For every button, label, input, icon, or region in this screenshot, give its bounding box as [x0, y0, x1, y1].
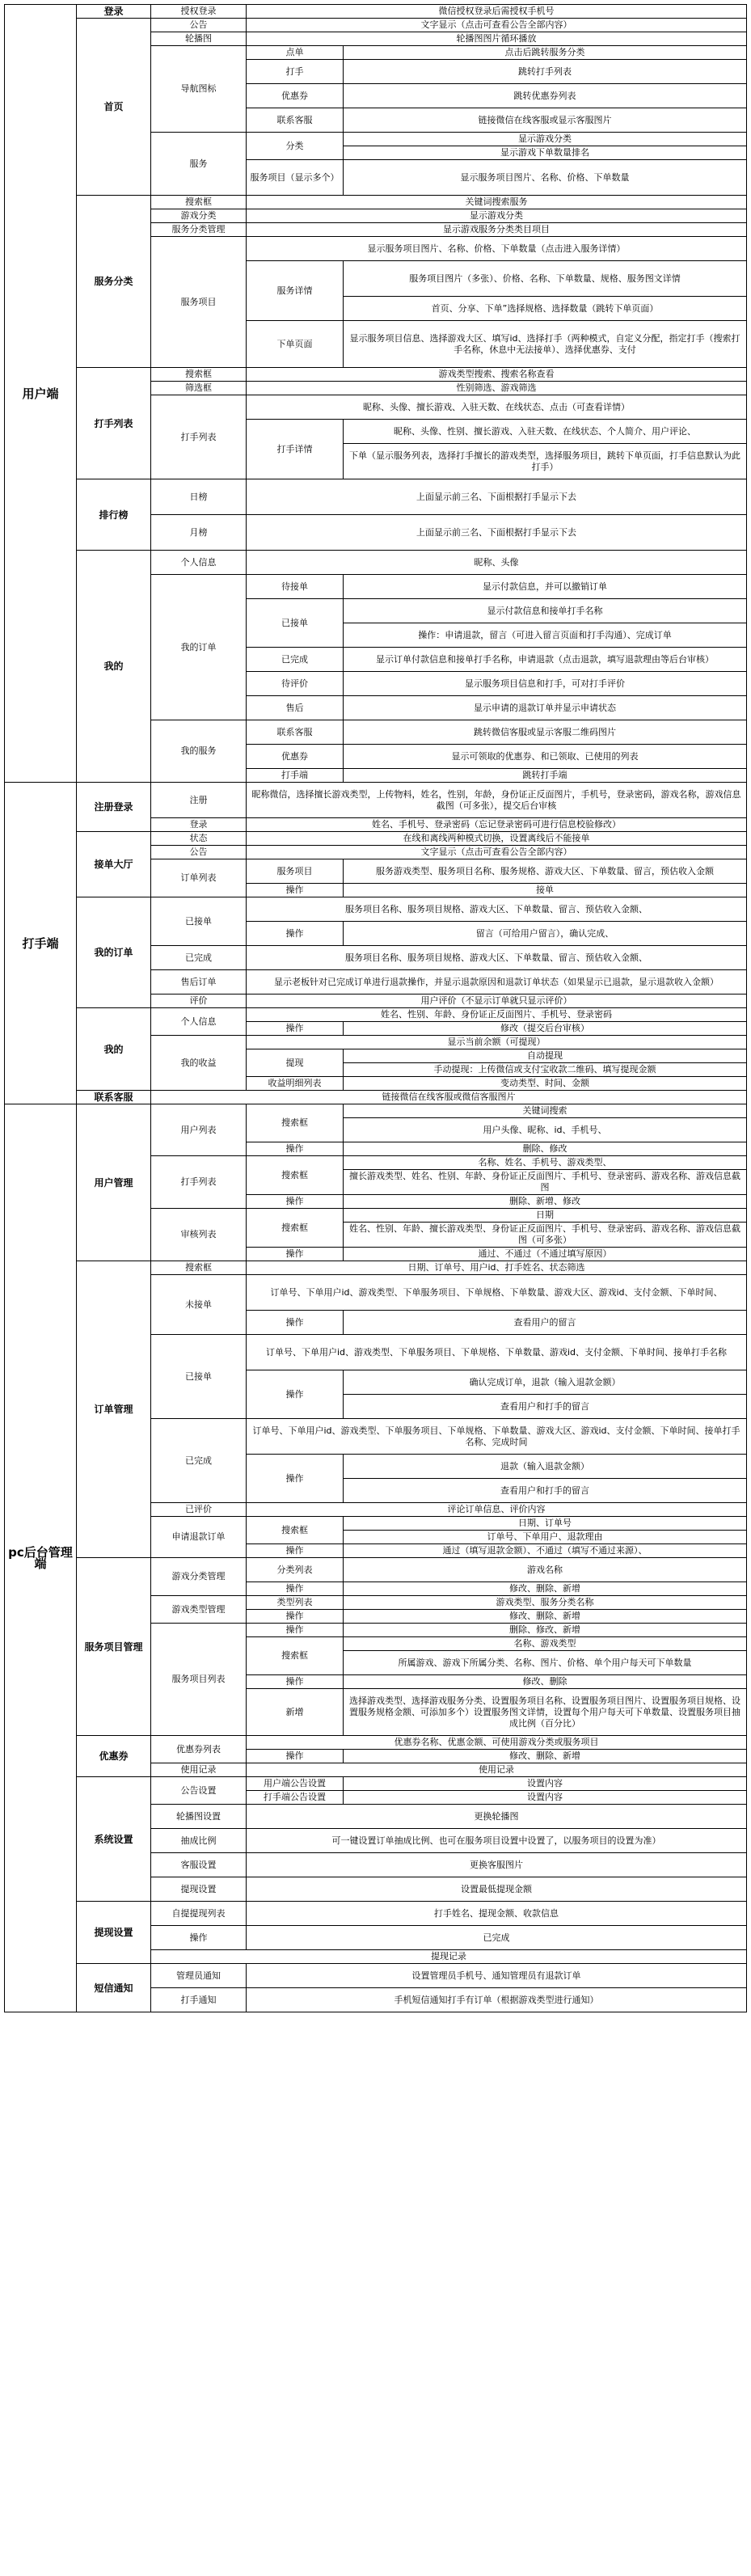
spec-cell: 注册: [151, 783, 247, 818]
spec-cell: 查看用户和打手的留言: [344, 1479, 747, 1503]
spec-row: [5, 1558, 747, 1582]
spec-cell: 打手列表: [151, 1156, 247, 1209]
spec-cell: 名称、姓名、手机号、游戏类型、: [344, 1156, 747, 1170]
spec-cell: 订单号、下单用户、退款理由: [344, 1531, 747, 1544]
spec-cell: 搜索框: [247, 1637, 344, 1675]
spec-cell: 退款（输入退款金额）: [344, 1455, 747, 1479]
spec-row: [5, 368, 747, 382]
spec-cell: 搜索框: [247, 1517, 344, 1544]
spec-cell: 搜索框: [247, 1156, 344, 1195]
spec-cell: 游戏名称: [344, 1558, 747, 1582]
spec-cell: 显示服务项目信息和打手，可对打手评价: [344, 672, 747, 696]
spec-cell: 跳转微信客服或显示客服二维码图片: [344, 720, 747, 745]
spec-cell: 自动提现: [344, 1049, 747, 1063]
spec-cell: 显示游戏下单数量排名: [344, 146, 747, 160]
spec-cell: 游戏类型、服务分类名称: [344, 1596, 747, 1610]
spec-cell: 优惠券: [247, 745, 344, 769]
spec-cell: 未接单: [151, 1275, 247, 1335]
spec-cell: 显示游戏分类: [344, 133, 747, 146]
spec-cell: 筛选框: [151, 382, 247, 395]
spec-cell: 提现设置: [151, 1877, 247, 1902]
spec-cell: 评价: [151, 995, 247, 1008]
spec-row: [5, 1777, 747, 1791]
spec-cell: 打手通知: [151, 1988, 247, 2012]
spec-cell: 提现: [247, 1049, 344, 1077]
spec-cell: 搜索框: [247, 1104, 344, 1142]
spec-cell: 服务分类管理: [151, 223, 247, 237]
spec-cell: 分类列表: [247, 1558, 344, 1582]
spec-cell: 显示游戏服务分类类目项目: [247, 223, 747, 237]
spec-cell: 显示游戏分类: [247, 209, 747, 223]
spec-cell: 新增: [247, 1689, 344, 1736]
spec-cell: 设置内容: [344, 1777, 747, 1791]
spec-cell: 日期: [344, 1209, 747, 1223]
spec-cell: 操作: [151, 1926, 247, 1950]
spec-cell: 用户列表: [151, 1104, 247, 1156]
group-title: 排行榜: [77, 479, 151, 551]
spec-cell: 用户端公告设置: [247, 1777, 344, 1791]
group-title: 登录: [77, 5, 151, 19]
spec-cell: 订单号、下单用户id、游戏类型、下单服务项目、下单规格、下单数量、游戏大区、游戏id、支付金额、下单时间、接单打手名称、完成时间: [247, 1419, 747, 1455]
spec-cell: 轮播图图片循环播放: [247, 32, 747, 46]
spec-row: [5, 19, 747, 32]
spec-cell: 操作: [247, 1582, 344, 1596]
section-title: pc后台管理端: [5, 1104, 77, 2012]
spec-cell: 修改、删除、新增: [344, 1582, 747, 1596]
spec-cell: 查看用户的留言: [344, 1311, 747, 1335]
spec-cell: 导航图标: [151, 46, 247, 133]
spec-cell: 操作: [247, 1142, 344, 1156]
spec-row: [5, 1902, 747, 1926]
group-title: 我的: [77, 551, 151, 783]
spec-cell: 显示可领取的优惠券、和已领取、已使用的列表: [344, 745, 747, 769]
spec-cell: 昵称微信，选择擅长游戏类型，上传物料，姓名，性别，年龄，身份证正反面图片，手机号，登录密码，游戏名称，游戏信息截图（可多张），提交后台审核: [247, 783, 747, 818]
spec-cell: 操作: [247, 1248, 344, 1261]
spec-cell: 轮播图: [151, 32, 247, 46]
spec-cell: 优惠券名称、优惠金额、可使用游戏分类或服务项目: [247, 1736, 747, 1750]
group-title: 我的订单: [77, 897, 151, 1008]
spec-cell: 服务项目图片（多张）、价格、名称、下单数量、规格、服务图文详情: [344, 261, 747, 297]
spec-row: [5, 1261, 747, 1275]
spec-cell: 显示当前余额（可提现）: [247, 1036, 747, 1049]
spec-row: [5, 1736, 747, 1750]
section-title: 用户端: [5, 5, 77, 783]
spec-cell: 关键词搜索: [344, 1104, 747, 1118]
spec-cell: 确认完成订单，退款（输入退款金额）: [344, 1370, 747, 1395]
feature-spec-table: [4, 4, 747, 2012]
group-title: 短信通知: [77, 1964, 151, 2012]
spec-cell: 联系客服: [247, 720, 344, 745]
spec-row: [5, 1104, 747, 1118]
spec-cell: 点击后跳转服务分类: [344, 46, 747, 60]
spec-cell: 设置最低提现金额: [247, 1877, 747, 1902]
spec-cell: 操作: [247, 1675, 344, 1689]
section-title: 打手端: [5, 783, 77, 1104]
spec-cell: 已完成: [247, 648, 344, 672]
spec-cell: 通过、不通过（不通过填写原因）: [344, 1248, 747, 1261]
spec-cell: 售后订单: [151, 970, 247, 995]
spec-cell: 修改（提交后台审核）: [344, 1022, 747, 1036]
spec-cell: 显示付款信息，并可以撤销订单: [344, 575, 747, 599]
spec-cell: 打手详情: [247, 420, 344, 479]
spec-cell: 服务项目名称、服务项目规格、游戏大区、下单数量、留言、预估收入金额、: [247, 946, 747, 970]
spec-cell: 昵称、头像: [247, 551, 747, 575]
spec-cell: 客服设置: [151, 1853, 247, 1877]
spec-row: [5, 1091, 747, 1104]
spec-cell: 公告设置: [151, 1777, 247, 1805]
spec-cell: 删除、修改: [344, 1142, 747, 1156]
spec-cell: 操作: [247, 1610, 344, 1624]
spec-cell: 订单号、下单用户id、游戏类型、下单服务项目、下单规格、下单数量、游戏大区、游戏id、支付金额、下单时间、: [247, 1275, 747, 1311]
spec-cell: 游戏分类管理: [151, 1558, 247, 1596]
group-title: 优惠券: [77, 1736, 151, 1777]
spec-row: [5, 783, 747, 818]
spec-cell: 月榜: [151, 515, 247, 551]
spec-cell: 我的服务: [151, 720, 247, 783]
spec-cell: 手机短信通知打手有订单（根据游戏类型进行通知）: [247, 1988, 747, 2012]
spec-cell: 链接微信在线客服或微信客服图片: [151, 1091, 747, 1104]
group-title: 系统设置: [77, 1777, 151, 1902]
spec-cell: 搜索框: [151, 196, 247, 209]
spec-cell: 服务项目（显示多个）: [247, 160, 344, 196]
spec-cell: 授权登录: [151, 5, 247, 19]
spec-cell: 操作: [247, 1455, 344, 1503]
spec-cell: 修改、删除、新增: [344, 1750, 747, 1763]
spec-cell: 我的收益: [151, 1036, 247, 1091]
spec-cell: 留言（可给用户留言），确认完成、: [344, 922, 747, 946]
spec-cell: 显示服务项目信息、选择游戏大区、填写id、选择打手（两种模式，自定义分配，指定打手（搜索打手名称，休息中无法接单）、选择优惠券、支付: [344, 321, 747, 368]
spec-cell: 显示老板针对已完成订单进行退款操作，并显示退款原因和退款订单状态（如果显示已退款，显示退款收入金额）: [247, 970, 747, 995]
spec-cell: 已完成: [151, 1419, 247, 1503]
spec-row: [5, 897, 747, 922]
spec-cell: 已接单: [247, 599, 344, 648]
spec-cell: 优惠券: [247, 84, 344, 108]
group-title: 接单大厅: [77, 832, 151, 897]
spec-cell: 操作: [247, 922, 344, 946]
spec-cell: 所属游戏、游戏下所属分类、名称、图片、价格、单个用户每天可下单数量: [344, 1651, 747, 1675]
spec-cell: 点单: [247, 46, 344, 60]
spec-cell: 擅长游戏类型、姓名、性别、年龄、身份证正反面图片、手机号、登录密码、游戏名称、游戏信息截图: [344, 1170, 747, 1195]
spec-cell: 日期、订单号: [344, 1517, 747, 1531]
spec-cell: 修改、删除: [344, 1675, 747, 1689]
spec-cell: 变动类型、时间、金额: [344, 1077, 747, 1091]
spec-cell: 更换客服图片: [247, 1853, 747, 1877]
spec-cell: 操作: [247, 1370, 344, 1419]
spec-cell: 个人信息: [151, 551, 247, 575]
spec-cell: 售后: [247, 696, 344, 720]
spec-cell: 显示付款信息和接单打手名称: [344, 599, 747, 623]
spec-cell: 昵称、头像、擅长游戏、入驻天数、在线状态、点击（可查看详情）: [247, 395, 747, 420]
spec-cell: 通过（填写退款金额）、不通过（填写不通过来源）、: [344, 1544, 747, 1558]
spec-cell: 删除、修改、新增: [344, 1624, 747, 1637]
spec-cell: 名称、游戏类型: [344, 1637, 747, 1651]
spec-cell: 可一键设置订单抽成比例、也可在服务项目设置中设置了，以服务项目的设置为准）: [247, 1829, 747, 1853]
spec-cell: 我的订单: [151, 575, 247, 720]
spec-cell: 删除、新增、修改: [344, 1195, 747, 1209]
spec-cell: 待接单: [247, 575, 344, 599]
spec-row: [5, 196, 747, 209]
spec-cell: 分类: [247, 133, 344, 160]
spec-cell: 联系客服: [247, 108, 344, 133]
spec-cell: 服务游戏类型、服务项目名称、服务规格、游戏大区、下单数量、留言，预估收入金额: [344, 859, 747, 884]
spec-cell: 日榜: [151, 479, 247, 515]
group-title: 我的: [77, 1008, 151, 1091]
spec-cell: 打手: [247, 60, 344, 84]
spec-cell: 显示申请的退款订单并显示申请状态: [344, 696, 747, 720]
spec-cell: 状态: [151, 832, 247, 846]
spec-cell: 评论订单信息、评价内容: [247, 1503, 747, 1517]
group-title: 服务项目管理: [77, 1558, 151, 1736]
spec-row: [5, 1008, 747, 1022]
spec-cell: 在线和离线两种模式切换，设置离线后不能接单: [247, 832, 747, 846]
spec-cell: 审核列表: [151, 1209, 247, 1261]
spec-cell: 上面显示前三名、下面根据打手显示下去: [247, 479, 747, 515]
spec-cell: 性别筛选、游戏筛选: [247, 382, 747, 395]
spec-cell: 打手姓名、提现金额、收款信息: [247, 1902, 747, 1926]
spec-cell: 首页、分享、下单”选择规格、选择数量（跳转下单页面）: [344, 297, 747, 321]
spec-cell: 昵称、头像、性别、擅长游戏、入驻天数、在线状态、个人简介、用户评论、: [344, 420, 747, 444]
group-title: 打手列表: [77, 368, 151, 479]
spec-cell: 服务项目名称、服务项目规格、游戏大区、下单数量、留言、预估收入金额、: [247, 897, 747, 922]
spec-cell: 已完成: [151, 946, 247, 970]
spec-cell: 显示订单付款信息和接单打手名称，申请退款（点击退款，填写退款理由等后台审核）: [344, 648, 747, 672]
spec-cell: 选择游戏类型、选择游戏服务分类、设置服务项目名称、设置服务项目图片、设置服务项目规格、设置服务规格金额、可添加多个）设置服务图文详情，设置每个用户每天可下单数量、设置服务项目抽成比例（百分比）: [344, 1689, 747, 1736]
spec-cell: 个人信息: [151, 1008, 247, 1036]
spec-cell: 显示服务项目图片、名称、价格、下单数量（点击进入服务详情）: [247, 237, 747, 261]
group-title: 提现设置: [77, 1902, 151, 1964]
spec-cell: 修改、删除、新增: [344, 1610, 747, 1624]
group-title: 联系客服: [77, 1091, 151, 1104]
spec-row: [5, 551, 747, 575]
spec-cell: 游戏类型搜索、搜索名称查看: [247, 368, 747, 382]
spec-cell: 日期、订单号、用户id、打手姓名、状态筛选: [247, 1261, 747, 1275]
spec-cell: 轮播图设置: [151, 1805, 247, 1829]
spec-cell: 文字显示（点击可查看公告全部内容）: [247, 846, 747, 859]
spec-cell: 更换轮播图: [247, 1805, 747, 1829]
spec-cell: 订单列表: [151, 859, 247, 897]
spec-cell: 提现记录: [151, 1950, 747, 1964]
spec-cell: 服务项目: [151, 237, 247, 368]
spec-cell: 优惠券列表: [151, 1736, 247, 1763]
group-title: 订单管理: [77, 1261, 151, 1558]
spec-cell: 姓名、性别、年龄、擅长游戏类型、身份证正反面图片、手机号、登录密码、游戏名称、游戏信息截图（可多张）: [344, 1223, 747, 1248]
spec-cell: 搜索框: [151, 368, 247, 382]
spec-cell: 跳转优惠券列表: [344, 84, 747, 108]
spec-cell: 已完成: [247, 1926, 747, 1950]
spec-cell: 服务详情: [247, 261, 344, 321]
spec-cell: 已接单: [151, 897, 247, 946]
spec-row: [5, 1964, 747, 1988]
spec-cell: 操作: [247, 1311, 344, 1335]
spec-cell: 抽成比例: [151, 1829, 247, 1853]
spec-cell: 下单（显示服务列表，选择打手擅长的游戏类型，选择服务项目，跳转下单页面，打手信息默认为此打手）: [344, 444, 747, 479]
spec-cell: 姓名、手机号、登录密码（忘记登录密码可进行信息校验修改）: [247, 818, 747, 832]
spec-cell: 搜索框: [247, 1209, 344, 1248]
spec-cell: 打手列表: [151, 395, 247, 479]
spec-cell: 待评价: [247, 672, 344, 696]
spec-cell: 游戏类型管理: [151, 1596, 247, 1624]
spec-cell: 公告: [151, 846, 247, 859]
spec-cell: 公告: [151, 19, 247, 32]
spec-cell: 服务项目: [247, 859, 344, 884]
spec-cell: 操作: [247, 1624, 344, 1637]
spec-cell: 查看用户和打手的留言: [344, 1395, 747, 1419]
spec-cell: 操作: [247, 884, 344, 897]
group-title: 服务分类: [77, 196, 151, 368]
spec-cell: 下单页面: [247, 321, 344, 368]
spec-cell: 操作: [247, 1750, 344, 1763]
spec-cell: 搜索框: [151, 1261, 247, 1275]
spec-cell: 文字显示（点击可查看公告全部内容）: [247, 19, 747, 32]
spec-cell: 操作: [247, 1022, 344, 1036]
spec-cell: 已接单: [151, 1335, 247, 1419]
spec-cell: 操作：申请退款，留言（可进入留言页面和打手沟通）、完成订单: [344, 623, 747, 648]
spec-cell: 服务项目列表: [151, 1624, 247, 1736]
spec-cell: 登录: [151, 818, 247, 832]
spec-cell: 使用记录: [247, 1763, 747, 1777]
group-title: 注册登录: [77, 783, 151, 832]
spec-row: [5, 5, 747, 19]
group-title: 用户管理: [77, 1104, 151, 1261]
spec-cell: 微信授权登录后需授权手机号: [247, 5, 747, 19]
feature-spec-body: [5, 5, 747, 2012]
spec-row: [5, 832, 747, 846]
spec-cell: 操作: [247, 1195, 344, 1209]
spec-cell: 姓名、性别、年龄、身份证正反面图片、手机号、登录密码: [247, 1008, 747, 1022]
spec-cell: 上面显示前三名、下面根据打手显示下去: [247, 515, 747, 551]
spec-cell: 自提提现列表: [151, 1902, 247, 1926]
spec-cell: 已评价: [151, 1503, 247, 1517]
spec-cell: 游戏分类: [151, 209, 247, 223]
spec-cell: 使用记录: [151, 1763, 247, 1777]
spec-cell: 订单号、下单用户id、游戏类型、下单服务项目、下单规格、下单数量、游戏id、支付金额、下单时间、接单打手名称: [247, 1335, 747, 1370]
spec-row: [5, 479, 747, 515]
spec-cell: 管理员通知: [151, 1964, 247, 1988]
spec-cell: 服务: [151, 133, 247, 196]
spec-cell: 操作: [247, 1544, 344, 1558]
spec-cell: 收益明细列表: [247, 1077, 344, 1091]
group-title: 首页: [77, 19, 151, 196]
spec-cell: 跳转打手列表: [344, 60, 747, 84]
spec-cell: 手动提现：上传微信或支付宝收款二维码、填写提现金额: [344, 1063, 747, 1077]
spec-cell: 跳转打手端: [344, 769, 747, 783]
spec-cell: 关键词搜索服务: [247, 196, 747, 209]
spec-cell: 类型列表: [247, 1596, 344, 1610]
spec-cell: 显示服务项目图片、名称、价格、下单数量: [344, 160, 747, 196]
spec-cell: 接单: [344, 884, 747, 897]
spec-cell: 链接微信在线客服或显示客服图片: [344, 108, 747, 133]
spec-cell: 用户评价（不显示订单就只显示评价）: [247, 995, 747, 1008]
spec-cell: 打手端公告设置: [247, 1791, 344, 1805]
spec-cell: 申请退款订单: [151, 1517, 247, 1558]
spec-cell: 设置内容: [344, 1791, 747, 1805]
spec-cell: 打手端: [247, 769, 344, 783]
spec-cell: 设置管理员手机号、通知管理员有退款订单: [247, 1964, 747, 1988]
spec-cell: 用户头像、昵称、id、手机号、: [344, 1118, 747, 1142]
